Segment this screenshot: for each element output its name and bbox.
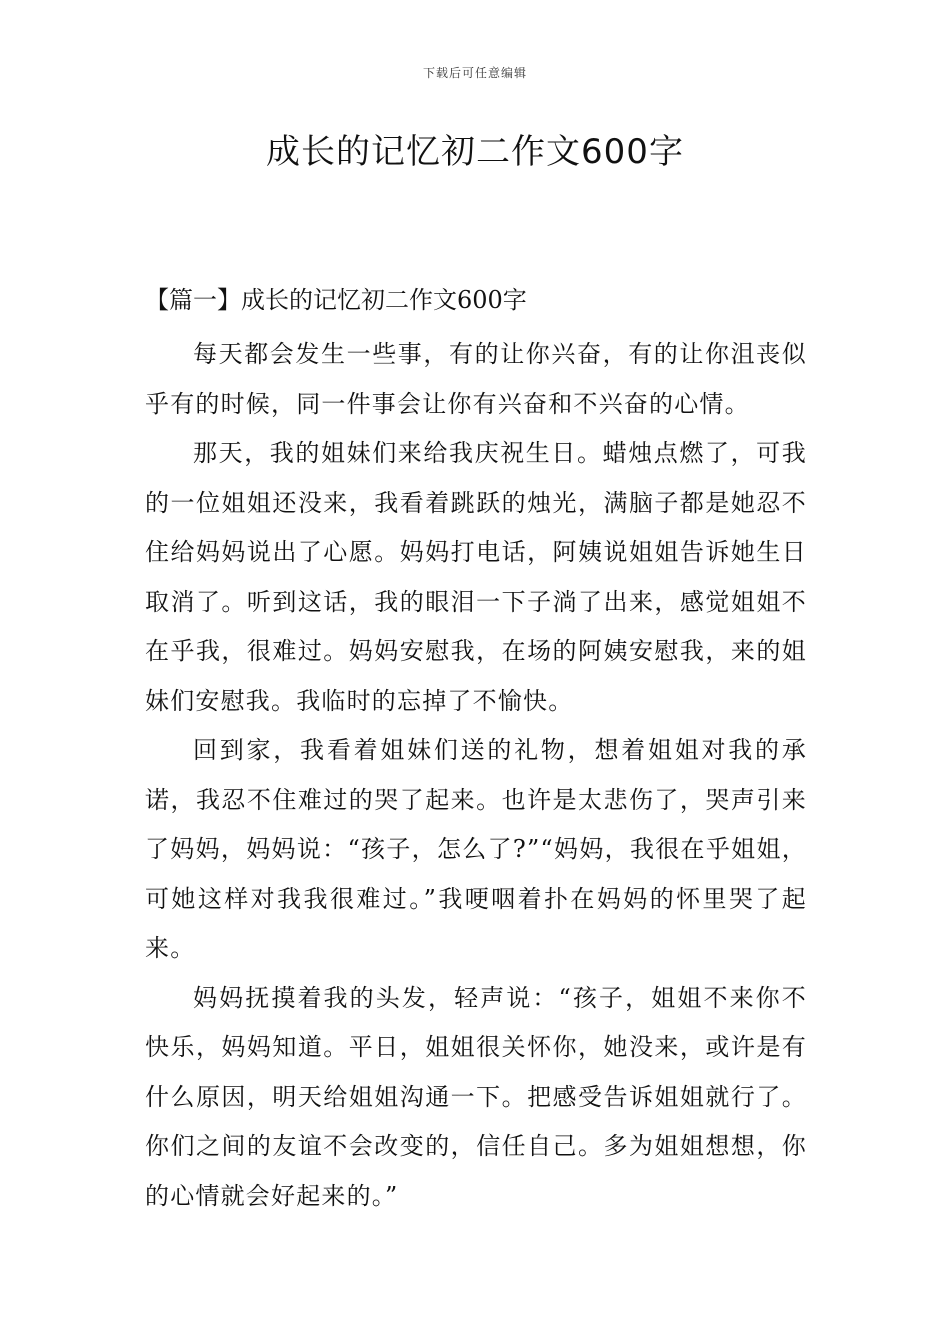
header-note: 下载后可任意编辑 xyxy=(422,66,527,80)
paragraph-3: 回到家，我看着姐妹们送的礼物，想着姐姐对我的承诺，我忍不住难过的哭了起来。也许是太悲伤了，哭声引来了妈妈，妈妈说：“孩子，怎么了?”“妈妈，我很在乎姐姐，可她这样对我我很难过。”我哽咽着扑在妈妈的怀里哭了起来。 xyxy=(145,736,807,962)
paragraph-2: 那天，我的姐妹们来给我庆祝生日。蜡烛点燃了，可我的一位姐姐还没来，我看着跳跃的烛光，满脑子都是她忍不住给妈妈说出了心愿。妈妈打电话，阿姨说姐姐告诉她生日取消了。听到这话，我的眼泪一下子淌了出来，感觉姐姐不在乎我，很难过。妈妈安慰我，在场的阿姨安慰我，来的姐妹们安慰我。我临时的忘掉了不愉快。 xyxy=(145,439,807,715)
page-title: 成长的记忆初二作文600字 xyxy=(266,132,684,172)
article-body xyxy=(145,280,807,1221)
paragraph-4: 妈妈抚摸着我的头发，轻声说：“孩子，姐姐不来你不快乐，妈妈知道。平日，姐姐很关怀你，她没来，或许是有什么原因，明天给姐姐沟通一下。把感受告诉姐姐就行了。你们之间的友谊不会改变的，信任自己。多为姐姐想想，你的心情就会好起来的。” xyxy=(145,983,807,1210)
paragraph-1: 每天都会发生一些事，有的让你兴奋，有的让你沮丧似乎有的时候，同一件事会让你有兴奋和不兴奋的心情。 xyxy=(145,340,807,418)
section-heading: 【篇一】成长的记忆初二作文600字 xyxy=(145,286,527,314)
